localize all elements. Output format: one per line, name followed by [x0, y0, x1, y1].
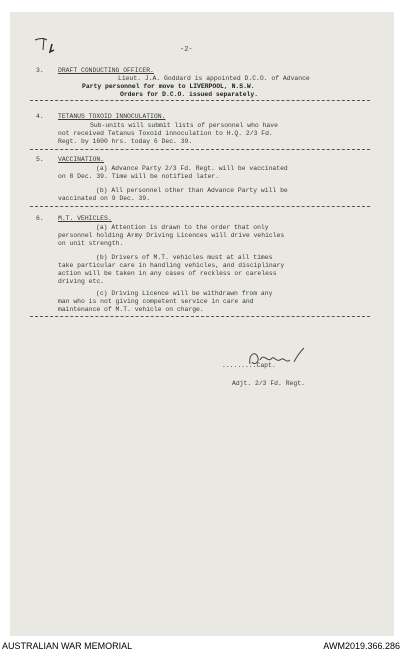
- section-5-line: (b) All personnel other than Advance Party will be: [96, 187, 288, 194]
- section-4-line: Regt. by 1600 hrs. today 6 Dec. 39.: [58, 138, 193, 145]
- section-6-line: man who is not giving competent service in care and: [58, 298, 254, 305]
- signature-appointment: Adjt. 2/3 Fd. Regt.: [232, 380, 305, 387]
- signature-line: .........Capt.: [222, 362, 276, 369]
- document-page: [10, 12, 394, 636]
- divider: [30, 316, 370, 317]
- section-3-line: Lieut. J.A. Goddard is appointed D.C.O. of Advance: [118, 75, 310, 82]
- archive-footer: [0, 640, 404, 653]
- section-5-number: 5.: [36, 156, 44, 163]
- section-5-line: vaccinated on 9 Dec. 39.: [58, 195, 151, 202]
- section-5-line: on 8 Dec. 39. Time will be notified later.: [58, 173, 220, 180]
- section-6-line: driving etc.: [58, 278, 105, 285]
- section-6-line: action will be taken in any cases of reckless or careless: [58, 270, 277, 277]
- footer-source: AUSTRALIAN WAR MEMORIAL: [2, 641, 133, 651]
- section-6-line: (c) Driving Licence will be withdrawn from any: [96, 290, 273, 297]
- section-5-line: (a) Advance Party 2/3 Fd. Regt. will be vaccinated: [96, 165, 288, 172]
- section-4-line: not received Tetanus Toxoid innoculation to H.Q. 2/3 Fd.: [58, 130, 273, 137]
- section-6-line: (b) Drivers of M.T. vehicles must at all times: [96, 254, 273, 261]
- section-3-number: 3.: [36, 67, 44, 74]
- section-3-line: Orders for D.C.O. issued separately.: [120, 91, 259, 98]
- section-6-number: 6.: [36, 215, 44, 222]
- section-6-title: M.T. VEHICLES.: [58, 215, 112, 222]
- section-5-title: VACCINATION.: [58, 156, 105, 163]
- divider: [30, 206, 370, 207]
- page-number: -2-: [180, 46, 193, 54]
- section-4-number: 4.: [36, 113, 44, 120]
- divider: [30, 149, 370, 150]
- section-3-title: DRAFT CONDUCTING OFFICER.: [58, 67, 154, 74]
- section-3-line: Party personnel for move to LIVERPOOL, N.S.W.: [82, 83, 255, 90]
- section-6-line: on unit strength.: [58, 240, 124, 247]
- signature-rank: Capt.: [256, 362, 276, 369]
- section-4-line: Sub-units will submit lists of personnel who have: [90, 122, 278, 129]
- footer-accession-number: AWM2019.366.286: [323, 641, 400, 651]
- handwritten-mark: [32, 32, 58, 58]
- section-6-line: (a) Attention is drawn to the order that only: [96, 224, 269, 231]
- section-6-line: maintenance of M.T. vehicle on charge.: [58, 306, 204, 313]
- divider: [30, 100, 370, 101]
- section-4-title: TETANUS TOXOID INNOCULATION.: [58, 113, 166, 120]
- section-6-line: take particular care in handling vehicles, and disciplinary: [58, 262, 285, 269]
- section-6-line: personnel holding Army Driving Licences will drive vehicles: [58, 232, 285, 239]
